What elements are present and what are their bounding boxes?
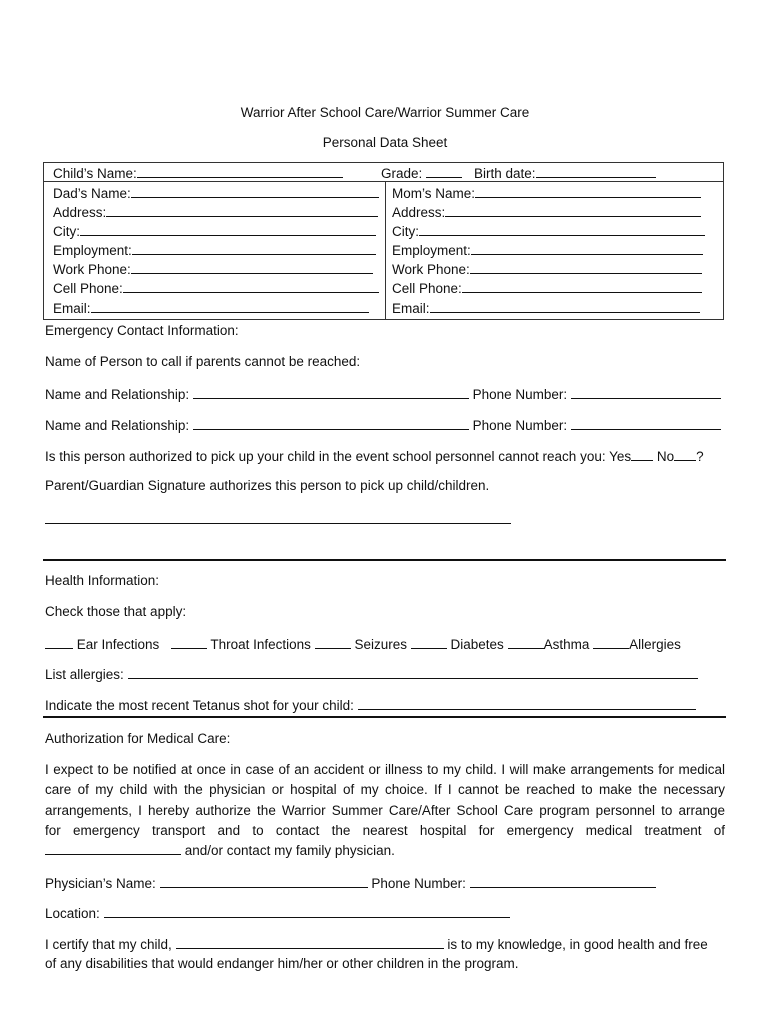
phone-field-1[interactable] [571,385,721,399]
physician-phone-label: Phone Number: [371,876,466,891]
no-field[interactable] [674,447,696,461]
asthma-label: Asthma [543,637,590,652]
contact-row-2 [45,416,721,433]
medical-line-3: arrangements, I hereby authorize the Warrior Summer Care/After School Care program personnel to arrange [45,802,725,818]
authorized-question-row [45,447,704,464]
ear-infections-checkbox[interactable] [45,635,73,649]
mom-address-label: Address: [392,205,446,221]
dad-employment-label: Employment: [53,243,132,259]
mom-address-field[interactable] [445,203,701,217]
phone-label: Phone Number: [472,387,568,402]
mom-employment-field[interactable] [471,241,703,255]
dad-address-label: Address: [53,205,107,221]
asthma-checkbox[interactable] [508,635,544,649]
dad-column [53,184,379,318]
mom-cell-phone-label: Cell Phone: [392,281,462,297]
birth-date-field[interactable] [536,164,656,178]
mom-name-field[interactable] [475,184,701,198]
certify-line-2: of any disabilities that would endanger him/her or other children in the program. [45,956,519,971]
physician-label: Physician’s Name: [45,876,156,891]
grade-label: Grade: [381,166,423,181]
hospital-field[interactable] [45,841,181,855]
dad-city-label: City: [53,224,80,240]
table-divider [385,182,386,319]
no-label: No [656,449,675,464]
ear-infections-label: Ear Infections [76,637,160,652]
seizures-checkbox[interactable] [315,635,351,649]
dad-name-label: Dad’s Name: [53,186,131,201]
medical-line-4: for emergency transport and to contact the nearest hospital for emergency medical treatment of [45,822,725,838]
child-name-label: Child’s Name: [53,166,137,181]
location-label: Location: [45,906,100,921]
conditions-row [45,635,681,652]
list-allergies-field[interactable] [128,665,698,679]
dad-cell-phone-field[interactable] [123,279,379,293]
throat-infections-label: Throat Infections [210,637,311,652]
dad-email-label: Email: [53,300,91,316]
dad-name-field[interactable] [131,184,379,198]
list-allergies-label: List allergies: [45,667,124,682]
signature-line[interactable] [45,523,511,524]
medical-line-5 [45,841,725,861]
phone-field-2[interactable] [571,416,721,430]
name-relationship-label: Name and Relationship: [45,418,190,433]
physician-phone-field[interactable] [470,874,656,888]
signature-note: Parent/Guardian Signature authorizes this person to pick up child/children. [45,478,490,493]
mom-email-label: Email: [392,300,430,316]
name-relationship-field-2[interactable] [193,416,469,430]
location-row [45,904,510,921]
medical-paragraph [45,760,725,861]
diabetes-checkbox[interactable] [411,635,447,649]
contact-row-1 [45,385,721,402]
seizures-label: Seizures [354,637,407,652]
question-mark: ? [696,449,704,464]
location-field[interactable] [104,904,510,918]
medical-line-1: I expect to be notified at once in case of an accident or illness to my child. I will make arrangements for medical [45,762,725,777]
certify-label-a: I certify that my child, [45,937,172,952]
certify-row [45,935,708,952]
parent-info-table [43,162,724,320]
medical-line-2: care of my child with the physician or hospital of my choice. If I cannot be reached to make the necessary [45,782,725,798]
physician-row [45,874,656,891]
allergies-checkbox[interactable] [593,635,629,649]
throat-infections-checkbox[interactable] [171,635,207,649]
dad-work-phone-label: Work Phone: [53,262,131,278]
mom-city-field[interactable] [419,222,705,236]
section-divider [43,559,726,561]
medical-heading: Authorization for Medical Care: [45,731,231,746]
diabetes-label: Diabetes [450,637,504,652]
health-heading: Health Information: [45,573,160,588]
tetanus-label: Indicate the most recent Tetanus shot for your child: [45,698,354,713]
tetanus-field[interactable] [358,696,696,710]
mom-city-label: City: [392,224,419,240]
emergency-intro: Name of Person to call if parents cannot be reached: [45,354,361,369]
page-title: Personal Data Sheet [322,135,448,150]
birth-date-label: Birth date: [474,166,536,181]
dad-work-phone-field[interactable] [131,260,373,274]
allergies-label: Allergies [629,637,681,652]
child-row [44,163,723,182]
child-name-certify-field[interactable] [176,935,444,949]
physician-field[interactable] [160,874,368,888]
dad-address-field[interactable] [106,203,378,217]
mom-email-field[interactable] [430,299,700,313]
mom-cell-phone-field[interactable] [462,279,702,293]
org-title: Warrior After School Care/Warrior Summer Care [240,105,530,120]
dad-email-field[interactable] [91,299,369,313]
mom-work-phone-label: Work Phone: [392,262,470,278]
mom-work-phone-field[interactable] [470,260,702,274]
medical-tail: and/or contact my family physician. [184,843,395,859]
name-relationship-field-1[interactable] [193,385,469,399]
phone-label: Phone Number: [472,418,568,433]
mom-name-label: Mom’s Name: [392,186,476,201]
dad-city-field[interactable] [80,222,376,236]
certify-label-b: is to my knowledge, in good health and free [447,937,708,952]
tetanus-row [45,696,696,713]
yes-field[interactable] [631,447,653,461]
section-divider-2 [43,716,726,718]
list-allergies-row [45,665,698,682]
emergency-heading: Emergency Contact Information: [45,323,239,338]
child-name-field[interactable] [137,164,343,178]
name-relationship-label: Name and Relationship: [45,387,190,402]
dad-cell-phone-label: Cell Phone: [53,281,123,297]
mom-employment-label: Employment: [392,243,471,259]
check-apply-label: Check those that apply: [45,604,187,619]
mom-column [392,184,705,318]
yes-label: Yes [609,449,632,464]
grade-field[interactable] [426,164,462,178]
authorized-question: Is this person authorized to pick up your child in the event school personnel cannot reach you: [45,449,606,464]
dad-employment-field[interactable] [132,241,376,255]
